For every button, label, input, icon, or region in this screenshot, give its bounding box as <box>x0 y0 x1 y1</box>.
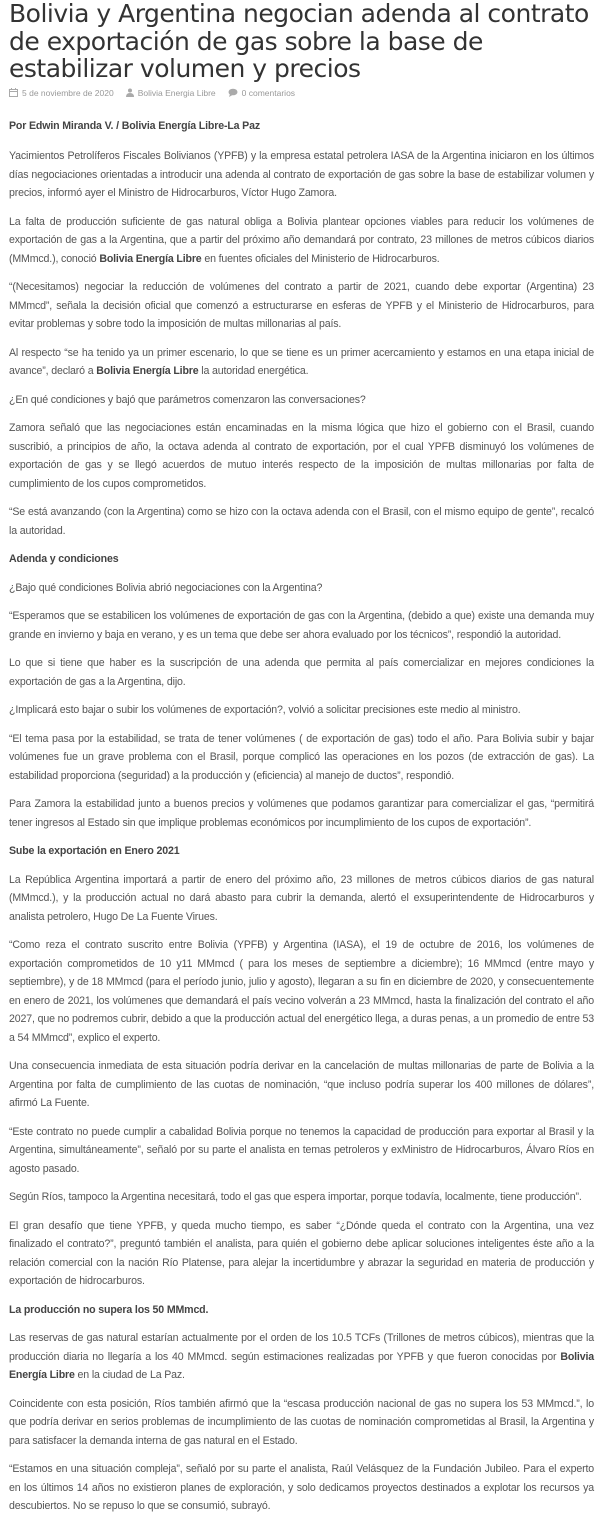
subheading: Sube la exportación en Enero 2021 <box>9 845 180 857</box>
user-icon <box>126 88 134 97</box>
calendar-icon <box>9 88 18 97</box>
article-byline: Por Edwin Miranda V. / Bolivia Energía Libre-La Paz <box>9 119 260 132</box>
comment-icon <box>228 88 238 97</box>
paragraph: “Estamos en una situación compleja”, señaló por su parte el analista, Raúl Velásquez de la Fundación Jubileo. Para el experto en los últimos 14 años no existieron planes de exploración, y solo dedicamos proyectos destinados a explotar los recursos ya descubiertos. No se repuso lo que se consumió, subrayó. <box>9 1463 594 1512</box>
text: la autoridad energética. <box>198 365 309 377</box>
text: La falta de producción suficiente de gas natural obliga a Bolivia plantear opciones viables para reducir los volúmenes de exportación de gas a la Argentina, que a partir del próximo año demandará por contrato, 23 millones de metros cúbicos diarios (MMmcd.), conoció <box>9 215 594 265</box>
paragraph: “Esperamos que se estabilicen los volúmenes de exportación de gas con la Argentina, (debido a que) existe una demanda muy grande en invierno y baja en verano, y es un tema que debe ser ahora evaluado por los técnicos”, respondió la autoridad. <box>9 610 594 641</box>
paragraph: Lo que si tiene que haber es la suscripción de una adenda que permita al país comercializar en mejores condiciones la exportación de gas a la Argentina, dijo. <box>9 657 594 688</box>
paragraph: Yacimientos Petrolíferos Fiscales Bolivianos (YPFB) y la empresa estatal petrolera IASA de la Argentina iniciaron en los últimos días negociaciones orientadas a introducir una adenda al contrato de exportación de gas sobre la base de estabilizar volumen y precios, informó ayer el Ministro de Hidrocarburos, Víctor Hugo Zamora. <box>9 150 594 199</box>
text: Las reservas de gas natural estarían actualmente por el orden de los 10.5 TCFs (Trillones de metros cúbicos), mientras que la producción diaria no llegaría a los 40 MMmcd. según estimaciones realizadas por YPFB y que fueron conocidas por <box>9 1332 594 1363</box>
bold-source: Bolivia Energía Libre <box>9 1350 594 1381</box>
meta-date-text: 5 de noviembre de 2020 <box>22 87 114 98</box>
paragraph: Una consecuencia inmediata de esta situación podría derivar en la cancelación de multas millonarias de parte de Bolivia a la Argentina por falta de cumplimiento de las cuotas de nominación, “que incluso podría superar los 400 millones de dólares”, afirmó La Fuente. <box>9 1060 594 1109</box>
paragraph: “(Necesitamos) negociar la reducción de volúmenes del contrato a partir de 2021, cuando debe exportar (Argentina) 23 MMmcd”, señala la decisión oficial que comenzó a estructurarse en esferas de YPFB y el Ministerio de Hidrocarburos, para evitar problemas y sobre todo la imposición de multas millonarias al país. <box>9 281 594 330</box>
text: en la ciudad de La Paz. <box>74 1369 185 1381</box>
meta-comments[interactable] <box>228 88 295 98</box>
paragraph: Coincidente con esta posición, Ríos también afirmó que la “escasa producción nacional de gas no supera los 53 MMmcd.”, lo que podría derivar en serios problemas de incumplimiento de las cuotas de nominación comprometidas al Brasil, la Argentina y para satisfacer la demanda interna de gas natural en el Estado. <box>9 1397 594 1447</box>
meta-date[interactable] <box>9 88 114 98</box>
paragraph: Zamora señaló que las negociaciones están encaminadas en la misma lógica que hizo el gobierno con el Brasil, cuando suscribió, a principios de año, la octava adenda al contrato de exportación, por el cual YPFB disminuyó los volúmenes de exportación de gas y se llegó acuerdos de mutuo interés respecto de la imposición de multas millonarias por falta de cumplimiento de los cupos comprometidos. <box>9 422 594 490</box>
paragraph: Para Zamora la estabilidad junto a buenos precios y volúmenes que podamos garantizar para comercializar el gas, “permitirá tener ingresos al Estado sin que implique problemas económicos por incumplimiento de los cupos de exportación”. <box>9 798 594 829</box>
paragraph: ¿En qué condiciones y bajó que parámetros comenzaron las conversaciones? <box>9 393 366 406</box>
paragraph: La República Argentina importará a partir de enero del próximo año, 23 millones de metros cúbicos diarios de gas natural (MMmcd.), y la producción actual no dará abasto para cubrir la demanda, alertó el exsuperintendente de Hidrocarburos y analista petrolero, Hugo De La Fuente Virues. <box>9 873 594 923</box>
paragraph: “Como reza el contrato suscrito entre Bolivia (YPFB) y Argentina (IASA), el 19 de octubre de 2016, los volúmenes de exportación comprometidos de 10 y11 MMmcd ( para los meses de septiembre a diciembre); 16 MMmcd (entre mayo y septiembre), y de 18 MMmcd (para el período junio, julio y agosto), llegaran a su fin en diciembre de 2020, y consecuentemente en enero de 2021, los volúmenes que demandará el país vecino volverán a 23 MMmcd, hasta la finalización del contrato el año 2027, que no podremos cubrir, debido a que la producción actual del energético llega, a duras penas, a un promedio de entre 53 a 54 MMmcd”, explico el experto. <box>9 939 594 1044</box>
text: en fuentes oficiales del Ministerio de Hidrocarburos. <box>201 252 440 265</box>
text: Al respecto “se ha tenido ya un primer escenario, lo que se tiene es un primer acercamiento y estamos en una etapa inicial de avance”, declaró a <box>9 346 594 377</box>
bold-source: Bolivia Energía Libre <box>99 252 202 265</box>
meta-comments-text: 0 comentarios <box>241 87 296 98</box>
bold-source: Bolivia Energía Libre <box>96 365 199 377</box>
subheading: Adenda y condiciones <box>9 553 119 565</box>
article-meta <box>9 86 594 100</box>
paragraph: ¿Bajo qué condiciones Bolivia abrió negociaciones con la Argentina? <box>9 581 323 594</box>
paragraph: “El tema pasa por la estabilidad, se trata de tener volúmenes ( de exportación de gas) todo el año. Para Bolivia subir y bajar volúmenes fue un grave problema con el Brasil, porque complicó las operaciones en los pozos (de extracción de gas). La estabilidad proporciona (seguridad) a la producción y (eficiencia) al manejo de ductos”, respondió. <box>9 732 594 782</box>
subheading: La producción no supera los 50 MMmcd. <box>9 1303 209 1316</box>
meta-author-text: Bolivia Energia Libre <box>137 87 216 98</box>
paragraph: El gran desafío que tiene YPFB, y queda mucho tiempo, es saber “¿Dónde queda el contrato con la Argentina, una vez finalizado el contrato?”, preguntó también el analista, para quién el gobierno debe aplicar soluciones inteligentes éste año a la relación comercial con la nación Río Platense, para alejar la incertidumbre y abrazar la seguridad en materia de producción y exportación de hidrocarburos. <box>9 1219 594 1287</box>
article-title: Bolivia y Argentina negocian adenda al contrato de exportación de gas sobre la base de estabilizar volumen y precios <box>9 0 589 83</box>
paragraph: Según Ríos, tampoco la Argentina necesitará, todo el gas que espera importar, porque todavía, localmente, tiene producción”. <box>9 1191 582 1203</box>
paragraph <box>9 1329 594 1385</box>
paragraph <box>9 344 594 381</box>
paragraph: “Se está avanzando (con la Argentina) como se hizo con la octava adenda con el Brasil, con el mismo equipo de gente”, recalcó la autoridad. <box>9 506 594 537</box>
paragraph: “Este contrato no puede cumplir a cabalidad Bolivia porque no tenemos la capacidad de producción para exportar al Brasil y la Argentina, simultáneamente”, señaló por su parte el analista en temas petroleros y exMinistro de Hidrocarburos, Álvaro Ríos en agosto pasado. <box>9 1125 594 1175</box>
meta-author[interactable] <box>126 88 216 98</box>
paragraph: ¿Implicará esto bajar o subir los volúmenes de exportación?, volvió a solicitar precisiones este medio al ministro. <box>9 704 521 716</box>
paragraph <box>9 213 594 269</box>
